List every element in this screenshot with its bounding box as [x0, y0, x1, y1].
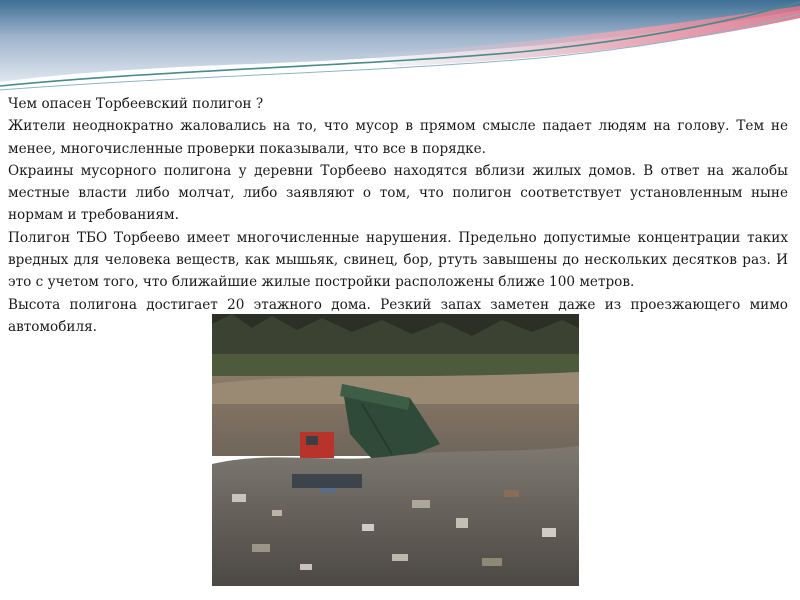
- slide-text: [8, 93, 788, 338]
- paragraph-3: Полигон ТБО Торбеево имеет многочисленные нарушения. Предельно допустимые концентрации таких вредных для человека веществ, как мышьяк, свинец, бор, ртуть завышены до нескольких десятков раз. И это с учетом того, что ближайшие жилые постройки расположены ближе 100 метров.: [8, 229, 788, 291]
- paragraph-4: Высота полигона достигает 20 этажного дома. Резкий запах заметен даже из проезжающего мимо автомобиля.: [8, 296, 788, 335]
- paragraph-2: Окраины мусорного полигона у деревни Торбеево находятся вблизи жилых домов. В ответ на жалобы местные власти либо молчат, либо заявляют о том, что полигон соответствует установленным ныне нормам и требованиям.: [8, 162, 788, 224]
- paragraph-1: Жители неоднократно жаловались на то, что мусор в прямом смысле падает людям на голову. Тем не менее, многочисленные проверки показывали, что все в порядке.: [8, 118, 788, 157]
- slide-title: Чем опасен Торбеевский полигон ?: [8, 96, 264, 112]
- landfill-photo: [212, 314, 579, 586]
- header-wave-decoration: [0, 0, 800, 95]
